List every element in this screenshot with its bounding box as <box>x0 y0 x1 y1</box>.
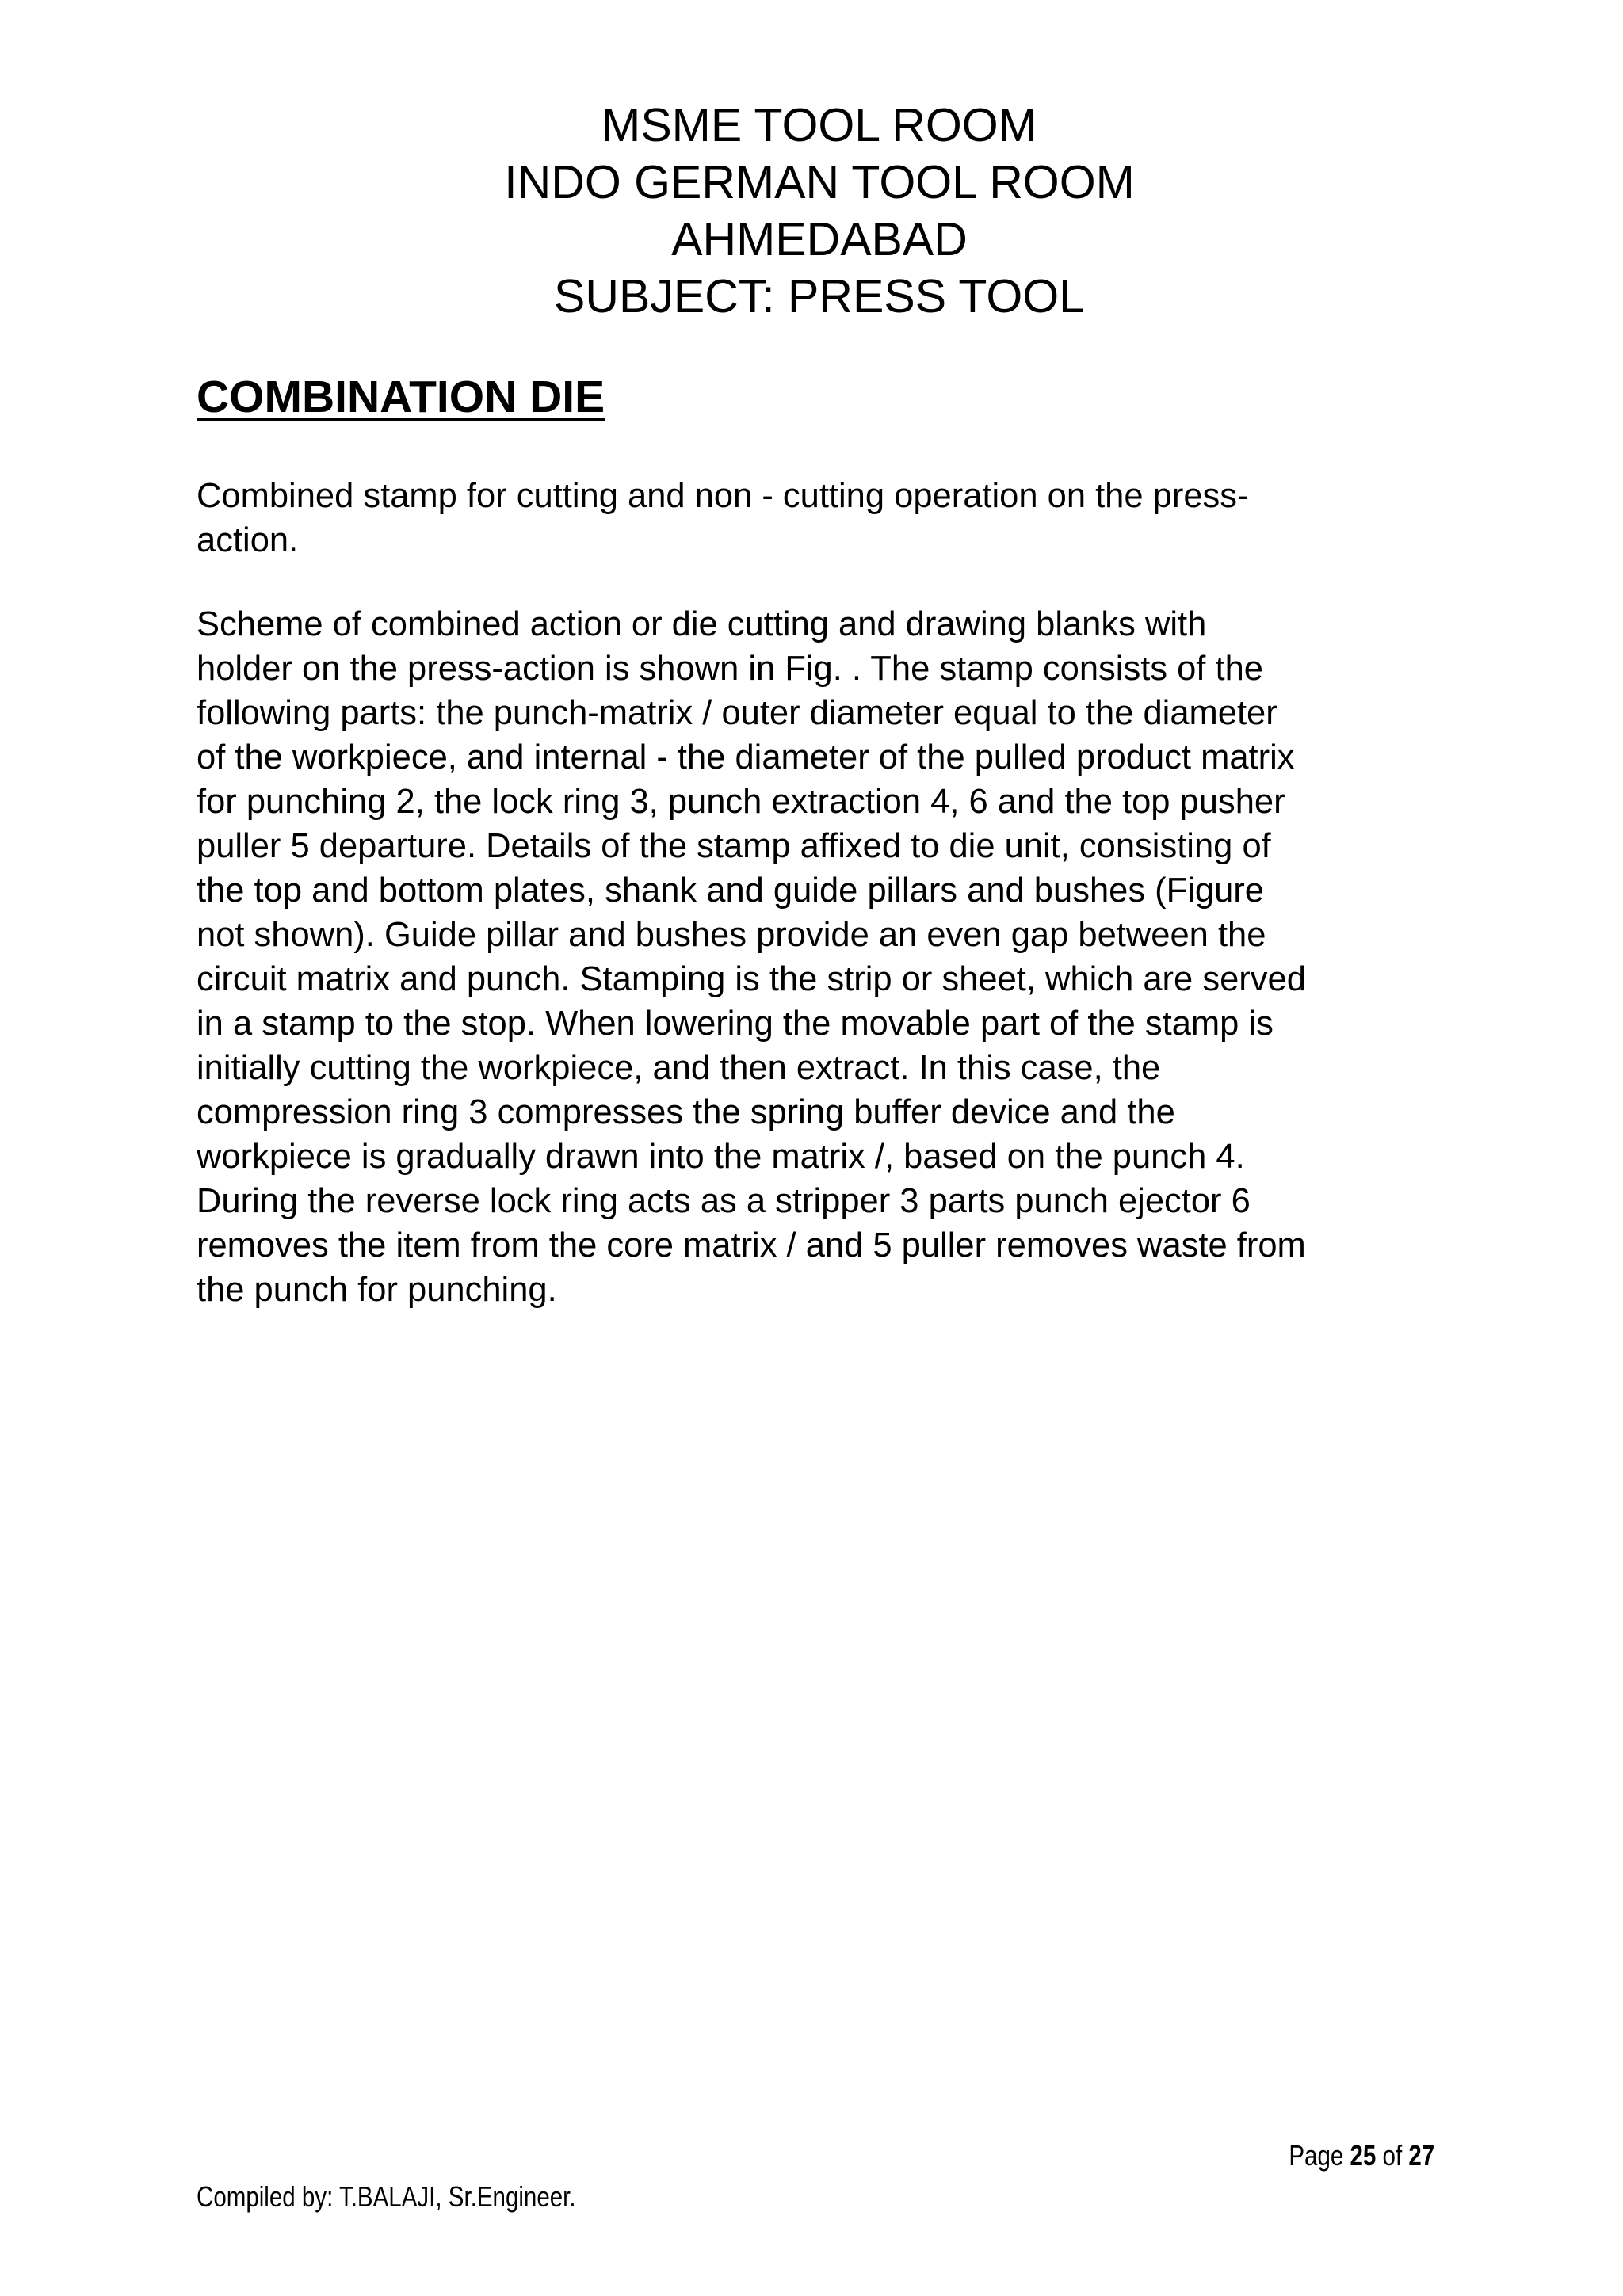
paragraph-line: compression ring 3 compresses the spring buffer device and the <box>197 1093 1175 1131</box>
paragraph-line: workpiece is gradually drawn into the matrix /, based on the punch 4. <box>197 1138 1245 1176</box>
paragraph-line: not shown). Guide pillar and bushes provide an even gap between the <box>197 916 1266 954</box>
paragraph-line: removes the item from the core matrix / and 5 puller removes waste from <box>197 1226 1306 1264</box>
page-number-prefix: Page <box>1289 2139 1350 2172</box>
paragraph-line: Combined stamp for cutting and non - cutting operation on the press- <box>197 477 1249 515</box>
header-city: AHMEDABAD <box>671 213 968 265</box>
paragraph-line: action. <box>197 521 299 559</box>
paragraph-line: the punch for punching. <box>197 1271 557 1309</box>
paragraph-line: of the workpiece, and internal - the diameter of the pulled product matrix <box>197 738 1295 776</box>
paragraph-line: the top and bottom plates, shank and guide pillars and bushes (Figure <box>197 871 1264 910</box>
section-title: COMBINATION DIE <box>197 372 605 422</box>
paragraph-line: initially cutting the workpiece, and then extract. In this case, the <box>197 1049 1161 1087</box>
header-organization: MSME TOOL ROOM <box>601 99 1037 151</box>
paragraph-line: for punching 2, the lock ring 3, punch extraction 4, 6 and the top pusher <box>197 783 1285 821</box>
footer-compiled-by: Compiled by: T.BALAJI, Sr.Engineer. <box>197 2180 576 2213</box>
header-subject: SUBJECT: PRESS TOOL <box>554 270 1085 322</box>
paragraph-line: puller 5 departure. Details of the stamp affixed to die unit, consisting of <box>197 827 1271 865</box>
paragraph-line: During the reverse lock ring acts as a stripper 3 parts punch ejector 6 <box>197 1182 1251 1220</box>
page-number-total: 27 <box>1408 2139 1434 2172</box>
paragraph-line: following parts: the punch-matrix / outer diameter equal to the diameter <box>197 694 1277 732</box>
paragraph-description <box>197 602 1449 1312</box>
paragraph-line: Scheme of combined action or die cutting and drawing blanks with <box>197 605 1207 643</box>
page-header <box>0 97 1623 325</box>
paragraph-line: circuit matrix and punch. Stamping is the strip or sheet, which are served <box>197 960 1306 998</box>
page-number <box>1289 2139 1434 2172</box>
page-number-separator: of <box>1376 2139 1409 2172</box>
paragraph-line: holder on the press-action is shown in Fig. . The stamp consists of the <box>197 650 1263 688</box>
header-institute: INDO GERMAN TOOL ROOM <box>504 156 1135 208</box>
page-number-current: 25 <box>1350 2139 1377 2172</box>
paragraph-line: in a stamp to the stop. When lowering the movable part of the stamp is <box>197 1005 1274 1043</box>
paragraph-intro <box>197 474 1449 563</box>
